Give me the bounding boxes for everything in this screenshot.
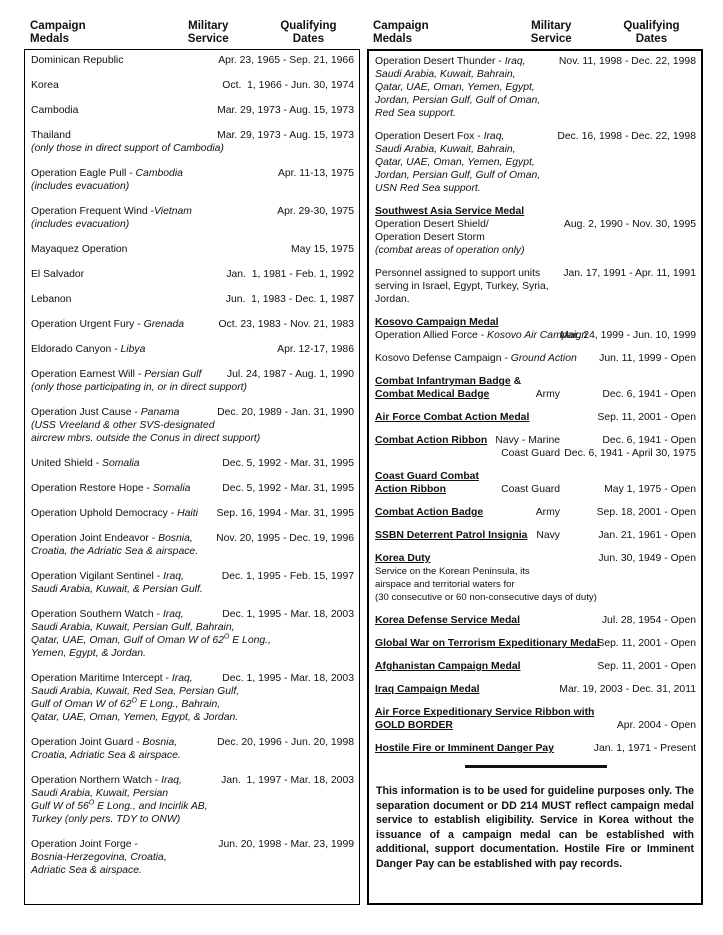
medal-text: Somalia — [152, 483, 191, 494]
medal-row — [375, 434, 697, 460]
medal-row — [375, 375, 697, 401]
medal-text: Haiti — [177, 508, 198, 519]
medal-text: Jordan, Persian Gulf, Gulf of Oman, — [375, 170, 541, 181]
qualifying-dates: Dec. 5, 1992 - Mar. 31, 1995 — [222, 483, 354, 494]
medal-text: Operation Joint Forge - — [31, 839, 138, 850]
medal-row — [375, 706, 697, 732]
column-header-military-service: Military Service — [530, 20, 572, 45]
medal-text: Qatar, UAE, Oman, Yemen, Egypt, — [375, 82, 535, 93]
medal-text-line — [375, 244, 697, 257]
medal-text: Cambodia — [135, 168, 183, 179]
medal-text: Iraq, — [483, 131, 505, 142]
medal-row — [31, 205, 355, 231]
military-service: Army — [535, 389, 560, 400]
qualifying-dates: Oct. 23, 1983 - Nov. 21, 1983 — [218, 319, 354, 330]
medal-row — [375, 742, 697, 755]
medal-row — [375, 411, 697, 424]
medal-text: Service on the Korean Peninsula, its — [375, 566, 530, 577]
two-column-layout — [24, 20, 700, 905]
medal-text-line — [375, 706, 697, 719]
medal-text: (30 consecutive or 60 non-consecutive days of duty) — [375, 592, 597, 603]
qualifying-dates: Sep. 18, 2001 - Open — [596, 507, 696, 518]
column-header-qualifying-dates: Qualifying Dates — [623, 20, 680, 45]
medal-text: Iraq, — [504, 56, 526, 67]
qualifying-dates: Mar. 29, 1973 - Aug. 15, 1973 — [217, 130, 354, 141]
qualifying-dates: Mar. 24, 1999 - Jun. 10, 1999 — [560, 330, 696, 341]
medal-text-line — [31, 749, 355, 762]
medal-row — [375, 470, 697, 496]
medal-heading-text: Combat Action Ribbon — [375, 435, 488, 446]
qualifying-dates: Oct. 1, 1966 - Jun. 30, 1974 — [222, 80, 354, 91]
medal-text: Iraq, — [163, 571, 184, 582]
column-header-campaign-medals: Campaign Medals — [30, 20, 86, 45]
medal-text-line — [31, 698, 355, 711]
medal-row — [375, 205, 697, 257]
medal-text-line — [31, 634, 355, 647]
medal-text: Saudi Arabia, Kuwait, Bahrain, — [375, 144, 516, 155]
qualifying-dates: Dec. 6, 1941 - Open Dec. 6, 1941 - April 30, 1975 — [564, 435, 696, 459]
qualifying-dates: Mar. 19, 2003 - Dec. 31, 2011 — [559, 684, 696, 695]
medal-text: Grenada — [143, 319, 185, 330]
medal-text: O — [88, 799, 95, 807]
medal-text: United Shield - — [31, 458, 103, 469]
medal-text: Vietnam — [154, 206, 192, 217]
medal-row — [31, 838, 355, 877]
medal-text: El Salvador — [31, 269, 85, 280]
medal-text: Saudi Arabia, Kuwait, Persian Gulf, Bahrain, — [31, 622, 235, 633]
medal-heading-text: Air Force Combat Action Medal — [375, 412, 530, 423]
medal-text: Operation Urgent Fury - — [31, 319, 144, 330]
qualifying-dates: Jul. 28, 1954 - Open — [601, 615, 696, 626]
medal-text: Thailand — [31, 130, 71, 141]
medal-text-line — [31, 621, 355, 634]
medal-row — [31, 268, 355, 281]
medal-text-line — [31, 180, 355, 193]
medal-row — [375, 660, 697, 673]
medal-text: (combat areas of operation only) — [375, 245, 525, 256]
medal-text: Panama — [140, 407, 180, 418]
medal-row — [375, 267, 697, 306]
column-header-qualifying-dates: Qualifying Dates — [280, 20, 337, 45]
qualifying-dates: Nov. 11, 1998 - Dec. 22, 1998 — [558, 56, 696, 67]
medal-text: Gulf W of 56 — [31, 801, 89, 812]
medal-text: Bosnia, — [142, 737, 178, 748]
medal-text: Kosovo Defense Campaign - — [375, 353, 511, 364]
medal-text: (only those participating in, or in direct support) — [31, 382, 248, 393]
medal-text: Operation Desert Fox - — [375, 131, 484, 142]
right-column — [367, 20, 703, 905]
medal-heading-text: Combat Infantryman Badge — [375, 376, 511, 387]
medal-heading-text: Korea Defense Service Medal — [375, 615, 520, 626]
military-service: Coast Guard — [501, 484, 560, 495]
qualifying-dates: Jun. 1, 1983 - Dec. 1, 1987 — [225, 294, 354, 305]
qualifying-dates: Sep. 11, 2001 - Open — [597, 661, 696, 672]
medal-text: serving in Israel, Egypt, Turkey, Syria, — [375, 281, 549, 292]
medal-row — [375, 614, 697, 627]
medal-text-line — [375, 143, 697, 156]
column-header-military-service: Military Service — [187, 20, 229, 45]
qualifying-dates: Dec. 5, 1992 - Mar. 31, 1995 — [222, 458, 354, 469]
medal-text: Ground Action — [510, 353, 577, 364]
medal-text: Operation Allied Force - — [375, 330, 488, 341]
medal-row — [31, 457, 355, 470]
medal-text: Somalia — [102, 458, 140, 469]
medal-heading-text: Southwest Asia Service Medal — [375, 206, 525, 217]
medal-text: Operation Vigilant Sentinel - — [31, 571, 164, 582]
qualifying-dates: Nov. 20, 1995 - Dec. 19, 1996 — [216, 533, 354, 544]
medal-text-line — [375, 280, 697, 293]
medal-text: Lebanon — [31, 294, 72, 305]
medal-row — [31, 167, 355, 193]
qualifying-dates: Jan. 1, 1997 - Mar. 18, 2003 — [221, 775, 354, 786]
medal-row — [375, 683, 697, 696]
medal-text: Mayaquez Operation — [31, 244, 128, 255]
medal-text: Yemen, Egypt, & Jordan. — [31, 648, 146, 659]
qualifying-dates: Sep. 11, 2001 - Open — [597, 638, 696, 649]
medal-text-line — [31, 419, 355, 432]
qualifying-dates: Dec. 20, 1989 - Jan. 31, 1990 — [217, 407, 354, 418]
right-column-headers — [367, 20, 703, 45]
qualifying-dates: Jul. 24, 1987 - Aug. 1, 1990 — [226, 369, 354, 380]
medal-text-line — [375, 565, 697, 578]
column-header-campaign-medals: Campaign Medals — [373, 20, 429, 45]
left-column-headers — [24, 20, 360, 45]
medal-row — [375, 529, 697, 542]
medal-text-line — [31, 787, 355, 800]
military-service: Navy - Marine Coast Guard — [495, 435, 560, 459]
medal-row — [375, 316, 697, 342]
medal-row — [375, 506, 697, 519]
military-service: Navy — [536, 530, 560, 541]
medal-text: (includes evacuation) — [31, 181, 130, 192]
medal-text-line — [375, 81, 697, 94]
medal-text: Bosnia, — [158, 533, 193, 544]
medal-text: & — [510, 376, 522, 387]
medal-text: Libya — [120, 344, 146, 355]
qualifying-dates: Dec. 20, 1996 - Jun. 20, 1998 — [217, 737, 354, 748]
medal-text: USN Red Sea support. — [375, 183, 481, 194]
medal-text: Operation Desert Thunder - — [375, 56, 505, 67]
medal-text: Iraq, — [171, 673, 193, 684]
medal-text-line — [375, 94, 697, 107]
medal-text-line — [31, 685, 355, 698]
medal-heading-text: Global War on Terrorism Expeditionary Medal — [375, 638, 600, 649]
medal-text-line — [31, 218, 355, 231]
medal-row — [31, 608, 355, 660]
section-separator-line — [465, 765, 607, 768]
medal-text: Croatia, the Adriatic Sea & airspace. — [31, 546, 199, 557]
medal-heading-text: Hostile Fire or Imminent Danger Pay — [375, 743, 554, 754]
left-medals-table — [24, 49, 360, 905]
qualifying-dates: Dec. 1, 1995 - Feb. 15, 1997 — [221, 571, 354, 582]
medal-text-line — [31, 851, 355, 864]
qualifying-dates: May 15, 1975 — [291, 244, 354, 255]
qualifying-dates: Jun. 30, 1949 - Open — [598, 553, 696, 564]
qualifying-dates: Apr. 23, 1965 - Sep. 21, 1966 — [218, 55, 354, 66]
medal-row — [31, 672, 355, 724]
medal-row — [375, 637, 697, 650]
medal-text-line — [31, 864, 355, 877]
medal-text: Turkey (only pers. TDY to ONW) — [31, 814, 181, 825]
medal-heading-text: Combat Medical Badge — [375, 389, 490, 400]
medal-heading-text: Air Force Expeditionary Service Ribbon with — [375, 707, 595, 718]
medal-text: Saudi Arabia, Kuwait, Red Sea, Persian Gulf, — [31, 686, 240, 697]
medal-text: Operation Restore Hope - — [31, 483, 153, 494]
medal-text-line — [375, 293, 697, 306]
medal-text: Korea — [31, 80, 59, 91]
medal-text: E Long., and Incirlik AB, — [94, 801, 208, 812]
qualifying-dates: Jun. 11, 1999 - Open — [599, 353, 696, 364]
medal-text-line — [31, 545, 355, 558]
medal-text: Jordan, Persian Gulf, Gulf of Oman, — [375, 95, 541, 106]
medal-text-line — [31, 813, 355, 826]
medal-heading-text: Action Ribbon — [375, 484, 446, 495]
medal-row — [31, 343, 355, 356]
qualifying-dates: May 1, 1975 - Open — [604, 484, 696, 495]
qualifying-dates: Dec. 6, 1941 - Open — [602, 389, 696, 400]
medal-heading-text: Iraq Campaign Medal — [375, 684, 480, 695]
medal-text: Dominican Republic — [31, 55, 124, 66]
medal-text: Bosnia-Herzegovina, Croatia, — [31, 852, 167, 863]
medal-row — [31, 243, 355, 256]
medal-text: Operation Eagle Pull - — [31, 168, 136, 179]
medal-text: Red Sea support. — [375, 108, 456, 119]
medal-text: Personnel assigned to support units — [375, 268, 541, 279]
medal-row — [31, 54, 355, 67]
medal-row — [31, 736, 355, 762]
medal-row — [31, 482, 355, 495]
medal-text-line — [375, 182, 697, 195]
medal-text-line — [375, 375, 697, 388]
medal-text: O — [131, 697, 137, 705]
medal-text: Kosovo Air Campaign — [487, 330, 588, 341]
medal-row — [375, 352, 697, 365]
medal-text-line — [375, 68, 697, 81]
medal-text-line — [375, 591, 697, 604]
medal-text: E Long., Bahrain, — [136, 699, 221, 710]
left-column — [24, 20, 360, 905]
medal-heading-text: Korea Duty — [375, 553, 431, 564]
medal-text: Cambodia — [31, 105, 79, 116]
medal-text: Operation Earnest Will - — [31, 369, 145, 380]
medal-text: Operation Joint Endeavor - — [31, 533, 159, 544]
medal-text: Operation Maritime Intercept - — [31, 673, 172, 684]
medal-text: E Long., — [229, 635, 271, 646]
medal-text-line — [375, 316, 697, 329]
medal-text: Saudi Arabia, Kuwait, Bahrain, — [375, 69, 516, 80]
medal-text: Saudi Arabia, Kuwait, & Persian Gulf. — [31, 584, 203, 595]
qualifying-dates: Sep. 11, 2001 - Open — [597, 412, 696, 423]
medal-text: aircrew mbrs. outside the Conus in direct support) — [31, 433, 261, 444]
medal-row — [31, 293, 355, 306]
medal-row — [31, 104, 355, 117]
medal-row — [31, 129, 355, 155]
medal-row — [31, 507, 355, 520]
medal-text: Operation Joint Guard - — [31, 737, 143, 748]
medal-text-line — [31, 142, 355, 155]
qualifying-dates: Dec. 1, 1995 - Mar. 18, 2003 — [222, 673, 354, 684]
medal-text-line — [375, 107, 697, 120]
medal-text-line — [375, 156, 697, 169]
medal-text-line — [31, 647, 355, 660]
medal-text-line — [31, 711, 355, 724]
qualifying-dates: Dec. 16, 1998 - Dec. 22, 1998 — [557, 131, 696, 142]
qualifying-dates: Jun. 20, 1998 - Mar. 23, 1999 — [218, 839, 354, 850]
qualifying-dates: Apr. 29-30, 1975 — [277, 206, 354, 217]
qualifying-dates: Apr. 11-13, 1975 — [277, 168, 354, 179]
medal-text: (only those in direct support of Cambodia) — [31, 143, 224, 154]
qualifying-dates: Jan. 21, 1961 - Open — [598, 530, 696, 541]
medal-text: Qatar, UAE, Oman, Gulf of Oman W of 62 — [31, 635, 224, 646]
qualifying-dates: Jan. 1, 1981 - Feb. 1, 1992 — [226, 269, 354, 280]
medal-text: Operation Frequent Wind - — [31, 206, 155, 217]
medal-text: Jordan. — [375, 294, 410, 305]
medal-row — [375, 55, 697, 120]
medal-text: Iraq, — [161, 775, 182, 786]
qualifying-dates: Mar. 29, 1973 - Aug. 15, 1973 — [217, 105, 354, 116]
guideline-note: This information is to be used for guideline purposes only. The separation document or DD 214 MUST reflect campaign medal service to establish eligibility. Service in Korea without the issuance of a campaign medal can be established with additional, support documentation. Hostile Fire or Imminent Danger Pay can be established with pay records. — [376, 785, 694, 870]
medal-text: O — [223, 633, 230, 641]
qualifying-dates: Dec. 1, 1995 - Mar. 18, 2003 — [222, 609, 354, 620]
medal-text: Persian Gulf — [144, 369, 202, 380]
qualifying-dates: Aug. 2, 1990 - Nov. 30, 1995 — [563, 219, 696, 230]
medal-text-line — [31, 381, 355, 394]
military-service: Army — [535, 507, 560, 518]
medal-row — [31, 318, 355, 331]
qualifying-dates: Jan. 1, 1971 - Present — [593, 743, 696, 754]
medal-heading-text: Combat Action Badge — [375, 507, 484, 518]
medal-text-line — [31, 583, 355, 596]
medal-text: Saudi Arabia, Kuwait, Persian — [31, 788, 169, 799]
medal-text: Operation Uphold Democracy - — [31, 508, 178, 519]
medal-heading-text: GOLD BORDER — [375, 720, 453, 731]
medal-text: Qatar, UAE, Oman, Yemen, Egypt, — [375, 157, 535, 168]
medal-heading-text: Afghanistan Campaign Medal — [375, 661, 521, 672]
medal-text: (USS Vreeland & other SVS-designated — [31, 420, 215, 431]
medal-text-line — [31, 800, 355, 813]
medal-text: Operation Desert Storm — [375, 232, 485, 243]
medal-text-line — [375, 169, 697, 182]
qualifying-dates: Sep. 16, 1994 - Mar. 31, 1995 — [216, 508, 354, 519]
medal-text: Eldorado Canyon - — [31, 344, 121, 355]
medal-heading-text: Coast Guard Combat — [375, 471, 479, 482]
medal-row — [31, 406, 355, 445]
qualifying-dates: Apr. 2004 - Open — [616, 720, 696, 731]
medal-text: (includes evacuation) — [31, 219, 130, 230]
medal-heading-text: SSBN Deterrent Patrol Insignia — [375, 530, 528, 541]
medal-row — [375, 130, 697, 195]
medal-text-line — [375, 231, 697, 244]
medal-text: Operation Desert Shield/ — [375, 219, 489, 230]
medal-row — [31, 79, 355, 92]
medal-text: Croatia, Adriatic Sea & airspace. — [31, 750, 181, 761]
medal-text: Gulf of Oman W of 62 — [31, 699, 132, 710]
medal-row — [31, 570, 355, 596]
medal-text: Iraq, — [162, 609, 184, 620]
medal-row — [31, 368, 355, 394]
medal-text: Operation Just Cause - — [31, 407, 141, 418]
medal-text: Qatar, UAE, Oman, Yemen, Egypt, & Jordan. — [31, 712, 239, 723]
medal-text: Adriatic Sea & airspace. — [31, 865, 142, 876]
qualifying-dates: Apr. 12-17, 1986 — [277, 344, 354, 355]
medal-text: airspace and territorial waters for — [375, 579, 515, 590]
right-medals-table — [367, 49, 703, 905]
medal-text: Operation Southern Watch - — [31, 609, 163, 620]
medal-row — [375, 552, 697, 604]
medal-row — [31, 774, 355, 826]
qualifying-dates: Jan. 17, 1991 - Apr. 11, 1991 — [563, 268, 696, 279]
medal-text: Operation Northern Watch - — [31, 775, 162, 786]
medal-text-line — [375, 578, 697, 591]
medal-text-line — [375, 470, 697, 483]
medal-heading-text: Kosovo Campaign Medal — [375, 317, 499, 328]
medal-row — [31, 532, 355, 558]
medal-text-line — [31, 432, 355, 445]
medal-text-line — [375, 205, 697, 218]
